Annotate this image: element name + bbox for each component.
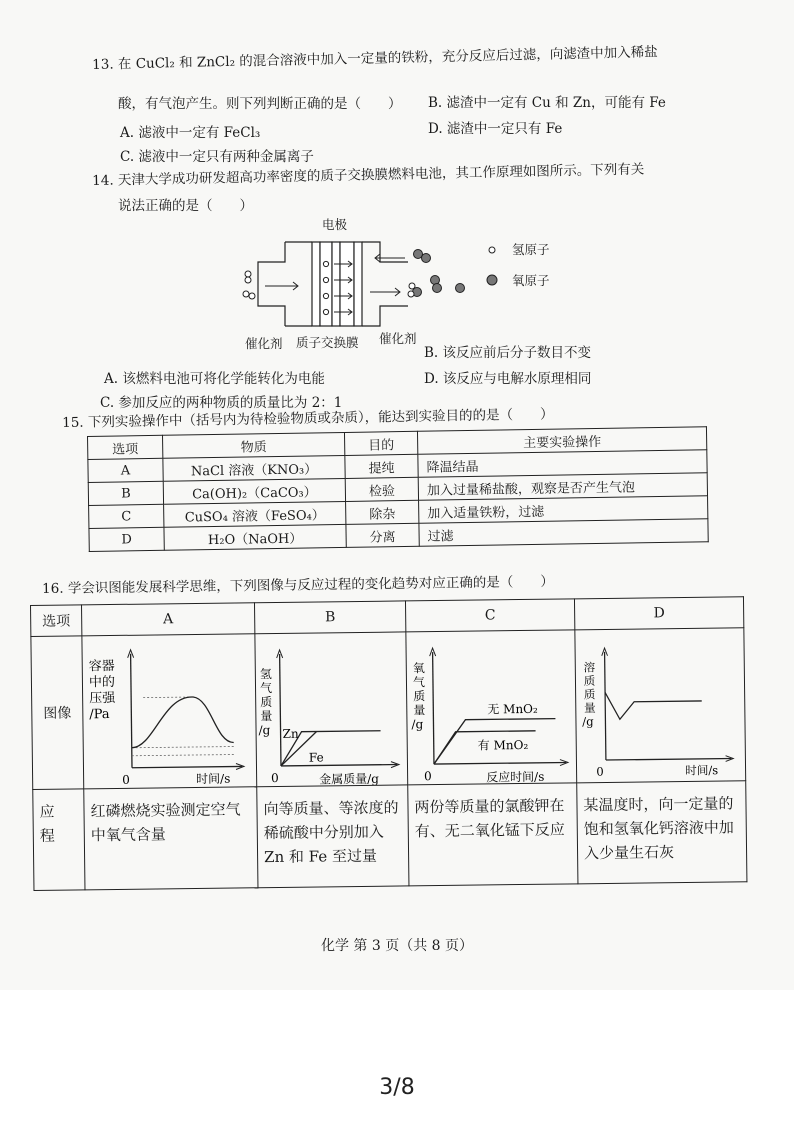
q15-table: [87, 426, 709, 552]
page-indicator: 3/8: [379, 1075, 415, 1100]
q15-cell: Ca(OH)₂（CaCO₃）: [163, 478, 345, 504]
graph-d-cell: [575, 628, 746, 783]
graph-d-ylabel: /g: [582, 714, 594, 729]
q15-cell: A: [88, 458, 163, 482]
graph-c-ylabel: 量: [413, 703, 426, 718]
q15-cell: 加入过量稀盐酸，观察是否产生气泡: [418, 473, 707, 501]
graph-b-ylabel: 气: [259, 681, 273, 696]
graph-b-ylabel: 量: [260, 709, 273, 724]
graph-a-ylabel: /Pa: [89, 707, 110, 723]
label-membrane: 质子交换膜: [296, 335, 359, 350]
oxygen-atom-legend-icon: [487, 275, 497, 285]
q15-header: 物质: [162, 432, 344, 458]
graph-a-ylabel: 压强: [89, 690, 116, 707]
q13-option-c: C. 滤液中一定只有两种金属离子: [120, 149, 314, 165]
q15-stem: 15. 下列实验操作中（括号内为待检验物质或杂质），能达到实验目的的是（ ）: [62, 406, 554, 431]
graph-d-origin: 0: [596, 764, 604, 779]
q13-option-b: B. 滤渣中一定有 Cu 和 Zn，可能有 Fe: [428, 95, 666, 111]
q15-cell: 降温结晶: [418, 450, 707, 478]
label-electrode: 电极: [322, 217, 348, 232]
q14-option-b: B. 该反应前后分子数目不变: [424, 345, 592, 361]
graph-a: [82, 634, 256, 788]
q16-process-row: [33, 781, 747, 891]
graph-b-origin: 0: [271, 770, 279, 786]
q13-option-a: A. 滤液中一定有 FeCl₃: [120, 125, 261, 141]
legend-hydrogen: 氢原子: [512, 242, 550, 257]
q16-description: 向等质量、等浓度的稀硫酸中分别加入 Zn 和 Fe 至过量: [257, 785, 409, 888]
q16-header-label: 选项: [31, 605, 82, 637]
label-catalyst-left: 催化剂: [245, 336, 283, 351]
q16-table: [30, 596, 747, 891]
graph-d-ylabel: 溶: [583, 660, 596, 675]
graph-a-origin: 0: [122, 772, 130, 787]
graph-b-cell: [255, 632, 408, 787]
graph-c-ylabel: 氧: [412, 661, 425, 676]
graph-b-zn-label: Zn: [282, 726, 299, 741]
q16-graph-row: [31, 628, 746, 790]
q16-description: 红磷燃烧实验测定空气中氧气含量: [84, 787, 258, 890]
q15-cell: B: [88, 481, 163, 505]
q14-option-d: D. 该反应与电解水原理相同: [424, 371, 592, 387]
graph-c-xlabel: 反应时间/s: [486, 769, 545, 785]
graph-c-no-mno2-label: 无 MnO₂: [487, 701, 538, 717]
q16-description: 两份等质量的氯酸钾在有、无二氧化锰下反应: [408, 783, 578, 886]
q15-cell: 过滤: [419, 519, 708, 547]
q16-description: 某温度时，向一定量的饱和氢氧化钙溶液中加入少量生石灰: [577, 781, 747, 884]
graph-c-origin: 0: [424, 769, 432, 784]
graph-a-cell: [82, 634, 257, 789]
q15-cell: 除杂: [346, 500, 419, 524]
graph-d-ylabel: 量: [583, 700, 596, 716]
q16-option-header: A: [82, 603, 255, 636]
graph-b-ylabel: /g: [258, 723, 271, 738]
q13-stem-line1: 13. 在 CuCl₂ 和 ZnCl₂ 的混合溶液中加入一定量的铁粉，充分反应后过滤，向滤渣中加入稀盐: [92, 44, 658, 73]
graph-d-ylabel: 质: [583, 687, 596, 702]
graph-c-ylabel: 质: [413, 689, 426, 704]
q15-cell: 分离: [346, 523, 419, 547]
graph-d-ylabel: 质: [583, 673, 596, 688]
graph-c-with-mno2-label: 有 MnO₂: [477, 737, 529, 753]
q15-header: 主要实验操作: [417, 427, 706, 455]
graph-c-cell: [406, 630, 577, 785]
q13-option-d: D. 滤渣中一定只有 Fe: [428, 121, 563, 137]
q14-option-c: C. 参加反应的两种物质的质量比为 2：1: [100, 395, 343, 411]
q15-header: 选项: [88, 435, 163, 459]
graph-b-fe-label: Fe: [308, 750, 324, 765]
q14-stem-line1: 14. 天津大学成功研发超高功率密度的质子交换膜燃料电池，其工作原理如图所示。下列有关: [92, 161, 645, 189]
q15-cell: D: [89, 527, 164, 551]
graph-a-ylabel: 容器: [88, 658, 115, 675]
q16-option-header: C: [405, 599, 574, 632]
graph-b-ylabel: 氢: [259, 667, 272, 682]
q15-cell: NaCl 溶液（KNO₃）: [163, 455, 345, 481]
q15-cell: 提纯: [345, 454, 418, 478]
page-footer: 化学 第 3 页（共 8 页）: [320, 938, 474, 954]
q16-option-header: D: [574, 597, 743, 630]
q15-cell: 检验: [345, 477, 418, 501]
hydrogen-atom-legend-icon: [489, 247, 495, 253]
q13-stem-line2: 酸，有气泡产生。则下列判断正确的是（ ）: [118, 96, 402, 112]
graph-b-xlabel: 金属质量/g: [319, 771, 379, 787]
q16-stem: 16. 学会识图能发展科学思维，下列图像与反应过程的变化趋势对应正确的是（ ）: [42, 573, 554, 597]
q15-cell: H₂O（NaOH）: [164, 524, 346, 550]
q15-header: 目的: [344, 431, 417, 455]
graph-b-ylabel: 质: [260, 695, 273, 710]
graph-b: [255, 632, 407, 786]
q16-image-label: 图像: [31, 636, 84, 790]
graph-a-xlabel: 时间/s: [196, 771, 231, 786]
graph-c-ylabel: 气: [412, 675, 426, 690]
q14-option-a: A. 该燃料电池可将化学能转化为电能: [104, 371, 325, 387]
q15-cell: 加入适量铁粉，过滤: [419, 496, 708, 524]
graph-c: [406, 630, 576, 784]
label-catalyst-right: 催化剂: [379, 331, 417, 346]
legend-oxygen: 氧原子: [512, 273, 550, 288]
q16-process-label: 应 程: [33, 789, 85, 891]
q15-cell: C: [89, 504, 164, 528]
q16-option-header: B: [254, 601, 405, 634]
q14-stem-line2: 说法正确的是（ ）: [118, 198, 253, 214]
graph-a-ylabel: 中的: [88, 674, 116, 691]
graph-c-ylabel: /g: [411, 717, 424, 732]
graph-d-xlabel: 时间/s: [685, 763, 719, 778]
graph-d: [575, 628, 745, 782]
q15-cell: CuSO₄ 溶液（FeSO₄）: [164, 501, 346, 527]
